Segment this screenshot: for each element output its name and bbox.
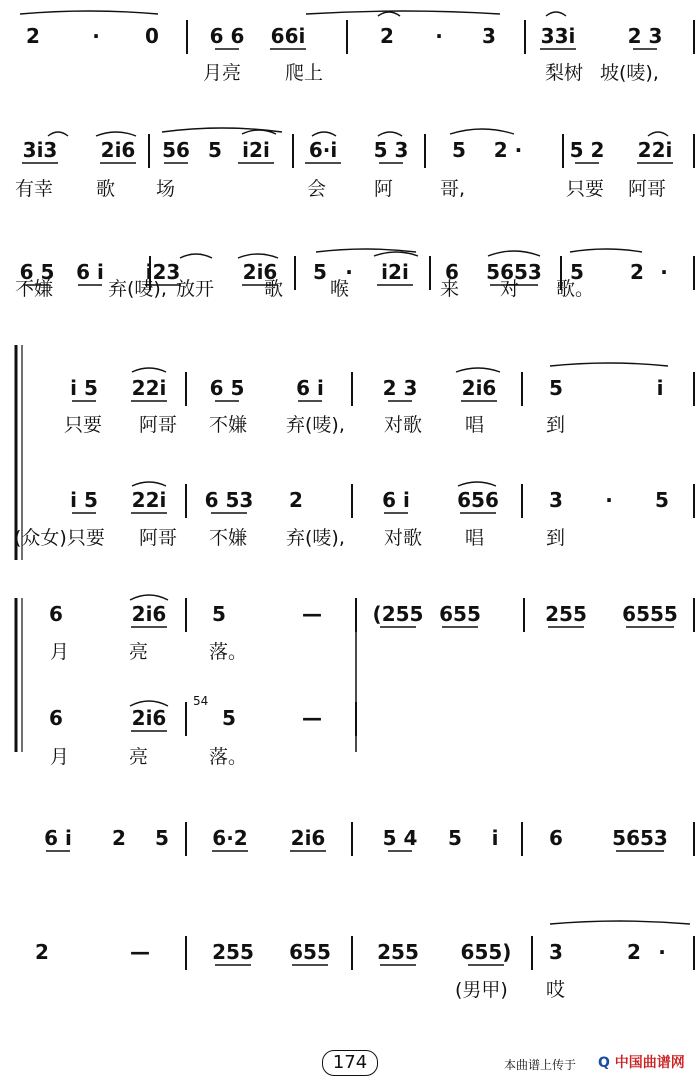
note-group: 5 bbox=[313, 260, 327, 284]
note-group: 255 bbox=[377, 940, 419, 964]
note-group: 2 bbox=[380, 24, 394, 48]
note-group: 56 bbox=[162, 138, 190, 162]
tie-mark bbox=[20, 11, 158, 14]
note-group: 5 bbox=[452, 138, 466, 162]
note-group: 2i6 bbox=[100, 138, 136, 162]
slur-mark bbox=[132, 368, 166, 372]
note-group: 5 4 bbox=[382, 826, 418, 850]
lyric-text: 落。 bbox=[209, 641, 248, 663]
note-group: 6 53 bbox=[204, 488, 254, 512]
lyric-text: 阿哥 bbox=[628, 178, 667, 200]
slur-mark bbox=[238, 254, 278, 258]
slur-mark bbox=[374, 252, 418, 256]
note-group: 5 bbox=[155, 826, 169, 850]
note-group: 22i bbox=[131, 488, 167, 512]
note-group: 6·i bbox=[308, 138, 338, 162]
lyric-text: 阿 bbox=[374, 178, 394, 200]
lyric-text: 梨树 bbox=[545, 62, 584, 84]
lyric-text: 月 bbox=[50, 641, 70, 663]
lyric-text: 场 bbox=[156, 178, 176, 200]
lyric-text: 歌 bbox=[264, 278, 284, 300]
lyric-text: 歌 bbox=[96, 178, 116, 200]
note-group: (255 bbox=[372, 602, 424, 626]
note-group: 2i6 bbox=[131, 706, 167, 730]
note-group: 5 bbox=[448, 826, 462, 850]
slur-mark bbox=[378, 132, 402, 136]
note-group: 3 bbox=[482, 24, 496, 48]
note-group: — bbox=[302, 706, 322, 730]
note-group: 2 bbox=[26, 24, 40, 48]
lyric-text: 到 bbox=[546, 414, 566, 436]
lyric-text: 唱 bbox=[465, 414, 485, 436]
lyric-text: 落。 bbox=[209, 746, 248, 768]
note-group: 6 i bbox=[296, 376, 324, 400]
lyric-text: 不嫌 bbox=[15, 278, 54, 300]
note-group: 6 5 bbox=[209, 376, 245, 400]
slur-mark bbox=[130, 595, 168, 600]
note-group: 255 bbox=[545, 602, 587, 626]
footer-upload-text: 本曲谱上传于 bbox=[504, 1058, 577, 1072]
slur-mark bbox=[546, 12, 566, 16]
lyric-text: 只要 bbox=[64, 414, 103, 436]
note-group: 5 bbox=[208, 138, 222, 162]
lyric-text: 唱 bbox=[465, 527, 485, 549]
lyric-text: 弃(唛), bbox=[108, 278, 167, 300]
lyric-text: 阿哥 bbox=[139, 414, 178, 436]
slur-mark bbox=[550, 363, 668, 366]
note-group: · bbox=[435, 24, 443, 48]
note-group: 3i3 bbox=[22, 138, 58, 162]
note-group: i 5 bbox=[70, 376, 98, 400]
slur-mark bbox=[648, 132, 668, 136]
lyric-text: 爬上 bbox=[285, 62, 324, 84]
slur-mark bbox=[378, 12, 400, 16]
note-group: 6 i bbox=[44, 826, 72, 850]
note-group: 5 bbox=[222, 706, 236, 730]
note-group: · bbox=[605, 488, 613, 512]
note-group: i 5 bbox=[70, 488, 98, 512]
slur-mark bbox=[458, 482, 496, 486]
note-group: i23 bbox=[145, 260, 181, 284]
note-group: 5653 bbox=[612, 826, 668, 850]
lyric-text: 有幸 bbox=[15, 178, 54, 200]
lyric-text: 喉 bbox=[330, 278, 350, 300]
note-group: 6 bbox=[49, 706, 63, 730]
lyric-text: (众女)只要 bbox=[14, 527, 105, 549]
slur-mark bbox=[180, 254, 212, 258]
slur-mark bbox=[488, 251, 540, 256]
note-group: i2i bbox=[242, 138, 270, 162]
note-group: 5 bbox=[549, 376, 563, 400]
note-group: 656 bbox=[457, 488, 499, 512]
lyric-text: 阿哥 bbox=[139, 527, 178, 549]
note-group: — bbox=[130, 940, 150, 964]
note-group: 6 bbox=[445, 260, 459, 284]
note-group: 3 bbox=[549, 488, 563, 512]
note-group: 655) bbox=[460, 940, 512, 964]
note-group: 33i bbox=[540, 24, 576, 48]
note-group: 5 bbox=[655, 488, 669, 512]
note-group: 5 bbox=[212, 602, 226, 626]
note-group: 6 5 bbox=[19, 260, 55, 284]
lyric-text: 弃(唛), bbox=[286, 414, 345, 436]
note-group: · bbox=[660, 260, 668, 284]
note-group: 2i6 bbox=[290, 826, 326, 850]
lyric-text: 不嫌 bbox=[209, 527, 248, 549]
lyric-text: 哥, bbox=[440, 178, 466, 200]
lyric-text: 放开 bbox=[176, 278, 215, 300]
note-group: 6 bbox=[49, 602, 63, 626]
note-group: 2 · bbox=[493, 138, 523, 162]
note-group: 2i6 bbox=[242, 260, 278, 284]
note-group: 2 bbox=[627, 940, 641, 964]
note-group: 2i6 bbox=[131, 602, 167, 626]
note-group: · bbox=[658, 940, 666, 964]
note-group: 6 i bbox=[382, 488, 410, 512]
lyric-text: (男甲) bbox=[455, 979, 508, 1001]
site-logo[interactable] bbox=[598, 1052, 685, 1072]
note-group: 6555 bbox=[622, 602, 678, 626]
note-group: 2 bbox=[630, 260, 644, 284]
note-group: — bbox=[302, 602, 322, 626]
note-group: 5653 bbox=[486, 260, 542, 284]
note-group: 6 i bbox=[76, 260, 104, 284]
lyric-text: 对歌 bbox=[384, 414, 423, 436]
note-group: 0 bbox=[145, 24, 159, 48]
note-group: i bbox=[656, 376, 664, 400]
note-group: 655 bbox=[439, 602, 481, 626]
slur-mark bbox=[96, 132, 136, 136]
lyric-text: 哎 bbox=[546, 979, 566, 1001]
note-group: 5 bbox=[570, 260, 584, 284]
lyric-text: 只要 bbox=[566, 178, 605, 200]
lyric-text: 亮 bbox=[129, 641, 149, 663]
note-group: 255 bbox=[212, 940, 254, 964]
lyric-text: 不嫌 bbox=[209, 414, 248, 436]
slur-mark bbox=[450, 129, 514, 134]
note-group: i bbox=[491, 826, 499, 850]
lyric-text: 到 bbox=[546, 527, 566, 549]
note-group: i2i bbox=[381, 260, 409, 284]
slur-mark bbox=[550, 921, 690, 924]
grace-notes: 54 bbox=[193, 694, 209, 708]
note-group: 66i bbox=[270, 24, 306, 48]
slur-mark bbox=[132, 482, 166, 486]
tie-mark bbox=[306, 11, 500, 14]
lyric-text: 月 bbox=[50, 746, 70, 768]
slur-mark bbox=[570, 249, 642, 252]
note-group: 2 bbox=[112, 826, 126, 850]
note-group: · bbox=[345, 260, 353, 284]
logo-mark: Q bbox=[598, 1055, 610, 1071]
note-group: 6 bbox=[549, 826, 563, 850]
lyric-text: 会 bbox=[307, 178, 327, 200]
note-group: 5 3 bbox=[373, 138, 409, 162]
lyric-text: 弃(唛), bbox=[286, 527, 345, 549]
slur-mark bbox=[48, 132, 68, 136]
note-group: 22i bbox=[131, 376, 167, 400]
lyric-text: 来 bbox=[440, 278, 460, 300]
note-group: 2 bbox=[289, 488, 303, 512]
note-group: 22i bbox=[637, 138, 673, 162]
note-group: · bbox=[92, 24, 100, 48]
lyric-text: 对 bbox=[500, 278, 520, 300]
note-group: 3 bbox=[549, 940, 563, 964]
note-group: 2 3 bbox=[382, 376, 418, 400]
lyric-text: 亮 bbox=[129, 746, 149, 768]
lyric-text: 坡(唛), bbox=[600, 62, 659, 84]
note-group: 2i6 bbox=[461, 376, 497, 400]
note-group: 5 2 bbox=[569, 138, 605, 162]
lyric-text: 歌。 bbox=[556, 278, 595, 300]
slur-mark bbox=[312, 132, 336, 136]
slur-mark bbox=[456, 368, 500, 372]
note-group: 2 3 bbox=[627, 24, 663, 48]
note-group: 655 bbox=[289, 940, 331, 964]
lyric-text: 月亮 bbox=[203, 62, 242, 84]
note-group: 6·2 bbox=[212, 826, 248, 850]
note-group: 6 6 bbox=[209, 24, 245, 48]
note-group: 2 bbox=[35, 940, 49, 964]
page-number: 174 bbox=[322, 1050, 378, 1076]
lyric-text: 对歌 bbox=[384, 527, 423, 549]
logo-text: 中国曲谱网 bbox=[614, 1055, 685, 1071]
